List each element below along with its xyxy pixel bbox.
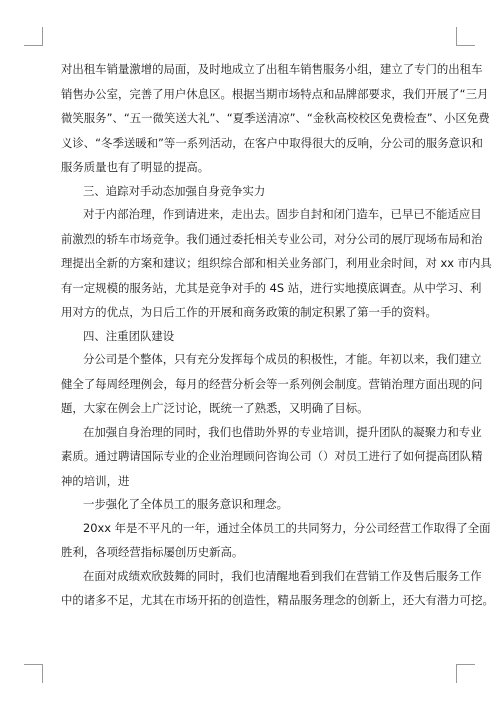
crop-mark-bottom-right <box>456 664 475 683</box>
paragraph-line: 素质。通过聘请国际专业的企业治理顾问咨询公司（）对员工进行了如何提高团队精 <box>61 449 483 463</box>
paragraph-line: 题，大家在例会上广泛讨论，既统一了熟悉，又明确了目标。 <box>61 401 369 415</box>
section-heading: 三、追踪对手动态加强自身竞争实力 <box>83 183 266 198</box>
crop-mark-top-left <box>24 27 43 46</box>
paragraph-line: 胜利，各项经营指标屡创历史新高。 <box>61 545 244 559</box>
paragraph-line: 服务质量也有了明显的提高。 <box>61 160 210 174</box>
paragraph-line: 用对方的优点，为日后工作的开展和商务政策的制定积累了第一手的资料。 <box>61 305 437 319</box>
paragraph-line: 一步强化了全体员工的服务意识和理念。 <box>83 497 289 511</box>
paragraph-line: 健全了每周经理例会，每月的经营分析会等一系列例会制度。营销治理方面出现的问 <box>61 376 483 391</box>
paragraph-line: 前激烈的轿车市场竞争。我们通过委托相关专业公司，对分公司的展厅现场布局和治 <box>61 231 483 246</box>
section-heading: 四、注重团队建设 <box>83 328 175 343</box>
paragraph-line: 对于内部治理，作到请进来，走出去。固步自封和闭门造车，已早已不能适应目 <box>83 207 482 221</box>
paragraph-line: 对出租车销量激增的局面，及时地成立了出租车销售服务小组，建立了专门的出租车 <box>61 62 483 76</box>
paragraph-line: 20xx 年是不平凡的一年，通过全体员工的共同努力，分公司经营工作取得了全面 <box>83 520 491 535</box>
paragraph-line: 有一定规模的服务站，尤其是竞争对手的 4S 站，进行实地摸底调查。从中学习、利 <box>61 280 482 295</box>
paragraph-line: 在面对成绩欢欣鼓舞的同时，我们也清醒地看到我们在营销工作及售后服务工作 <box>83 568 482 583</box>
paragraph-line: 分公司是个整体，只有充分发挥每个成员的积极性，才能。年初以来，我们建立 <box>83 352 482 366</box>
paragraph-line: 神的培训，进 <box>61 473 130 488</box>
document-body <box>61 62 494 608</box>
paragraph-line: 理提出全新的方案和建议；组织综合部和相关业务部门，利用业余时间，对 xx 市内具 <box>61 256 492 270</box>
paragraph-line: 微笑服务”、“五一微笑送大礼”、“夏季送清凉”、“金秋高校校区免费检查”、小区免费 <box>61 111 490 125</box>
paragraph-line: 中的诸多不足，尤其在市场开拓的创造性，精品服务理念的创新上，还大有潜力可挖。 <box>61 593 494 607</box>
paragraph-line: 义诊、“冬季送暖和”等一系列活动，在客户中取得很大的反响，分公司的服务意识和 <box>61 135 483 150</box>
paragraph-line: 在加强自身治理的同时，我们也借助外界的专业培训，提升团队的凝聚力和专业 <box>83 424 482 439</box>
crop-mark-top-right <box>456 27 475 46</box>
crop-mark-bottom-left <box>24 664 43 683</box>
paragraph-line: 销售办公室，完善了用户休息区。根据当期市场特点和品牌部要求，我们开展了“三月 <box>61 86 489 101</box>
